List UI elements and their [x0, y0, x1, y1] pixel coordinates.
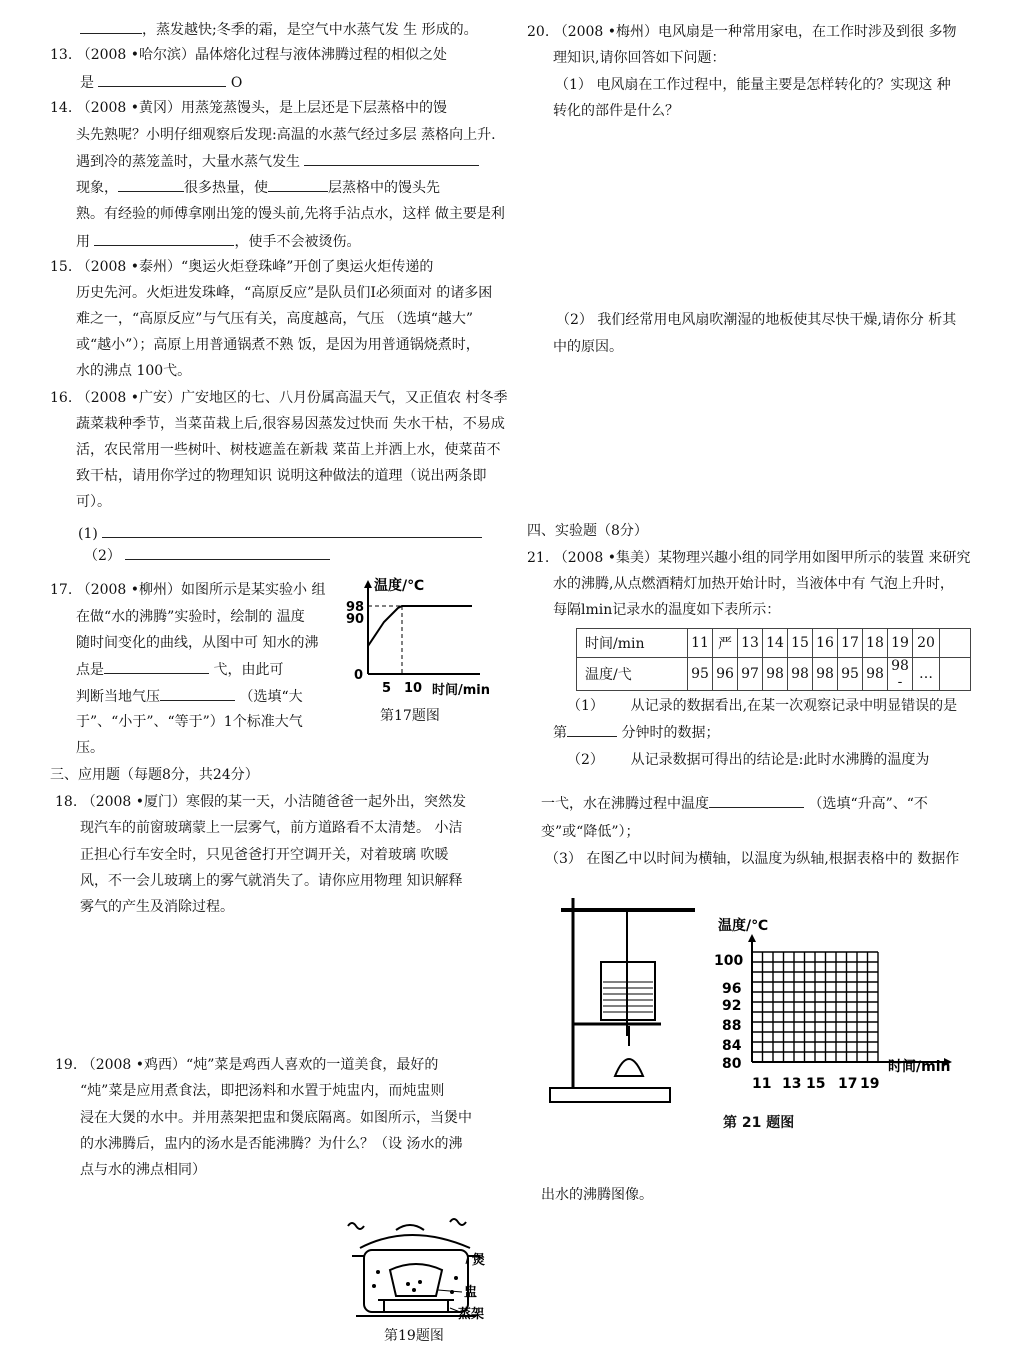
inner-bowl: [390, 1264, 442, 1296]
xtick-13: 13: [782, 1076, 802, 1092]
text: （1）: [567, 698, 604, 714]
q17-line7: 压。: [76, 740, 104, 756]
section3-heading: 三、应用题（每题8分，共24分）: [50, 767, 259, 783]
text: 现象，: [76, 180, 118, 196]
table-row: [577, 629, 971, 658]
temperature-record-table: [576, 628, 971, 691]
q13-line2: [80, 72, 242, 93]
text: 遇到冷的蒸笼盖时，大量水蒸气发生: [76, 154, 300, 170]
q16-line4: 致干枯，请用你学过的物理知识 说明这种做法的道理（说出两条即: [76, 468, 487, 484]
ytick-98: 98: [346, 600, 365, 615]
fig17-caption: 第17题图: [380, 708, 440, 724]
fig21-grid: [710, 912, 960, 1092]
xtick-17: 17: [838, 1076, 858, 1092]
q20-line2: 理知识,请你回答如下问题：: [553, 50, 726, 66]
answer-blank[interactable]: [94, 231, 234, 246]
text: 第: [553, 725, 567, 741]
alcohol-lamp: [615, 1059, 643, 1076]
xtick-11: 11: [752, 1076, 772, 1092]
grid-lines: [752, 940, 946, 1062]
q18-line4: 风，不一会儿玻璃上的雾气就消失了。请你应用物理 知识解释: [80, 873, 463, 889]
text: 点是: [76, 662, 104, 678]
label-pot: 煲: [472, 1253, 486, 1268]
q15-line3: 难之一，“高原反应”与气压有关，高度越高，气压 （选填“越大”: [76, 311, 474, 327]
text: （2）: [84, 548, 121, 564]
q16-answer1: [78, 523, 482, 544]
section4-heading: 四、实验题（8分）: [527, 523, 648, 539]
q16-line2: 蔬菜栽种季节，当菜苗栽上后,很容易因蒸发过快而 失水干枯，不易成: [76, 416, 505, 432]
answer-blank[interactable]: [98, 72, 226, 87]
y-axis-label: 温度/℃: [374, 578, 425, 594]
q19-line3: 浸在大煲的水中。并用蒸架把盅和煲底隔离。如图所示，当煲中: [80, 1110, 472, 1126]
table-cell: …: [913, 658, 940, 691]
y-arrow: [364, 580, 372, 588]
ytick-80: 80: [722, 1056, 742, 1072]
answer-blank[interactable]: [709, 793, 804, 808]
table-cell: [940, 658, 971, 691]
text: 弋，由此可: [213, 662, 284, 678]
ytick-96: 96: [722, 981, 742, 997]
q16-line5: 可）。: [76, 494, 111, 510]
q20-line5: （2） 我们经常用电风扇吹潮湿的地板使其尽快干燥,请你分 析其: [556, 312, 957, 328]
answer-blank[interactable]: [125, 545, 330, 560]
q16-line3: 活，农民常用一些树叶、树枝遮盖在新栽 菜苗上并洒上水，使菜苗不: [76, 442, 501, 458]
text: （2）: [567, 752, 604, 768]
q20-line3: （1） 电风扇在工作过程中，能量主要是怎样转化的？实现这 种: [555, 77, 951, 93]
ytick-90: 90: [346, 612, 365, 627]
q15-line1: 15. （2008 •泰州）“奥运火炬登珠峰”开创了奥运火炬传递的: [50, 259, 434, 275]
x-axis-label: 时间/min: [432, 683, 491, 698]
text: ，蒸发越快;冬季的霜，是空气中水蒸气发 生 形成的。: [142, 22, 478, 38]
label-bowl: 盅: [464, 1285, 478, 1300]
table-cell: 11: [688, 629, 713, 658]
table-cell: 97: [738, 658, 763, 691]
q13-line1: 13. （2008 •哈尔滨）晶体熔化过程与液体沸腾过程的相似之处: [50, 47, 448, 63]
fig21-apparatus: [545, 886, 705, 1108]
q20-line6: 中的原因。: [553, 339, 623, 355]
q15-line5: 水的沸点 100弋。: [76, 363, 192, 379]
text: 层蒸格中的馒头先: [328, 180, 440, 196]
text: 从记录的数据看出,在某一次观察记录中明显错误的是: [630, 698, 958, 714]
lid-handle: [396, 1225, 424, 1230]
text: 判断当地气压: [76, 689, 160, 705]
row-label-temp: 温度/弋: [577, 658, 688, 691]
table-row: [577, 658, 971, 691]
q21-sub2-line3: 变”或“降低”）；: [541, 824, 640, 840]
q21-sub1-line1: [567, 696, 957, 716]
xtick-19: 19: [860, 1076, 880, 1092]
q14-line1: 14. （2008 •黄冈）用蒸笼蒸馒头，是上层还是下层蒸格中的馒: [50, 100, 448, 116]
temperature-curve: [368, 606, 472, 646]
table-cell: 18: [863, 629, 888, 658]
table-cell: 15: [788, 629, 813, 658]
table-cell: 14: [763, 629, 788, 658]
answer-blank[interactable]: [104, 659, 209, 674]
fig17-graph: [340, 572, 500, 700]
text: 是: [80, 75, 94, 91]
q19-line4: 的水沸腾后，盅内的汤水是否能沸腾？为什么？（设 汤水的沸: [80, 1136, 463, 1152]
table-cell: 98: [863, 658, 888, 691]
table-cell: 96: [713, 658, 738, 691]
text: 从记录数据可得出的结论是:此时水沸腾的温度为: [630, 752, 930, 768]
q21-line1: 21. （2008 •集美）某物理兴趣小组的同学用如图甲所示的装置 来研究: [527, 550, 971, 566]
q21-line2: 水的沸腾,从点燃酒精灯加热开始计时，当液体中有 气泡上升时，: [553, 576, 954, 592]
q16-answer2: [84, 545, 330, 566]
text: O: [230, 75, 243, 91]
q14-line2: 头先熟呢？小明仔细观察后发现:高温的水蒸气经过多层 蒸格向上升.: [76, 127, 496, 143]
table-cell: 20: [913, 629, 940, 658]
table-cell: 95: [838, 658, 863, 691]
ytick-100: 100: [714, 953, 744, 969]
text: 一弋，水在沸腾过程中温度: [541, 796, 709, 812]
text: （选填“升高”、“不: [808, 796, 928, 812]
answer-blank[interactable]: [567, 722, 617, 737]
steam-right: [450, 1219, 466, 1225]
q21-sub2-line2: [541, 793, 928, 814]
ytick-84: 84: [722, 1038, 742, 1054]
q14-line4: [76, 177, 440, 198]
q20-line1: 20. （2008 •梅州）电风扇是一种常用家电，在工作时涉及到很 多物: [527, 24, 957, 40]
q15-line4: 或“越小”）；高原上用普通锅煮不熟 饭，是因为用普通锅烧煮时，: [76, 337, 480, 353]
answer-blank[interactable]: [80, 19, 142, 34]
text: (1): [78, 526, 98, 542]
q14-line5: 熟。有经验的师傅拿刚出笼的馒头前,先将手沾点水，这样 做主要是利: [76, 206, 505, 222]
table-cell: 98: [763, 658, 788, 691]
q19-line5: 点与水的沸点相同）: [80, 1162, 206, 1178]
xtick-0: 0: [354, 668, 364, 683]
q21-sub3-line1: （3） 在图乙中以时间为横轴，以温度为纵轴,根据表格中的 数据作: [545, 851, 960, 867]
x-axis-label: 时间/min: [888, 1059, 951, 1075]
table-cell: 17: [838, 629, 863, 658]
text: ，使手不会被烫伤。: [234, 234, 361, 250]
fig19-caption: 第19题图: [384, 1328, 444, 1344]
xtick-5: 5: [382, 681, 392, 696]
row-label-time: 时间/min: [577, 629, 688, 658]
lid: [360, 1235, 470, 1248]
table-cell: 13: [738, 629, 763, 658]
answer-blank[interactable]: [160, 686, 235, 701]
q17-line2: 在做“水的沸腾”实验时，绘制的 温度: [76, 609, 305, 625]
xtick-10: 10: [404, 681, 423, 696]
q21-line3: 每隔lmin记录水的温度如下表所示：: [553, 602, 781, 618]
q17-line1: 17. （2008 •柳州）如图所示是某实验小 组: [50, 582, 326, 598]
ytick-92: 92: [722, 998, 742, 1014]
table-cell: [940, 629, 971, 658]
answer-blank[interactable]: [268, 177, 328, 192]
table-cell: 98: [813, 658, 838, 691]
ytick-88: 88: [722, 1018, 742, 1034]
q17-line5: [76, 686, 303, 707]
answer-blank[interactable]: [118, 177, 184, 192]
q18-line3: 正担心行车安全时，只见爸爸打开空调开关，对着玻璃 吹暖: [80, 847, 449, 863]
answer-blank[interactable]: [304, 151, 479, 166]
q17-line3: 随时间变化的曲线，从图中可 知水的沸: [76, 635, 319, 651]
q14-line6: [76, 231, 360, 252]
q21-end-line: 出水的沸腾图像。: [541, 1187, 653, 1203]
table-cell: 95: [688, 658, 713, 691]
y-axis-label: 温度/℃: [718, 918, 769, 934]
steam-left: [348, 1223, 364, 1229]
table-cell: 98: [788, 658, 813, 691]
xtick-15: 15: [806, 1076, 826, 1092]
text: 分钟时的数据；: [621, 725, 720, 741]
label-pointer-bowl: [438, 1290, 462, 1292]
q16-line1: 16. （2008 •广安）广安地区的七、八月份属高温天气，又正值农 村冬季: [50, 390, 508, 406]
table-cell: 98 -: [888, 658, 913, 691]
pot-body: [364, 1250, 468, 1312]
fig19-pot-illustration: [338, 1212, 498, 1328]
table-cell: 16: [813, 629, 838, 658]
answer-blank[interactable]: [102, 523, 482, 538]
text: 用: [76, 234, 90, 250]
q15-line2: 历史先河。火炬进发珠峰，“高原反应”是队员们I必须面对 的诸多困: [76, 285, 493, 301]
q21-sub1-line2: [553, 722, 719, 743]
fig21-caption: 第 21 题图: [723, 1115, 795, 1131]
q14-line3: [76, 151, 479, 172]
q19-line2: “炖”菜是应用煮食法，即把汤料和水置于炖盅内，而炖盅则: [80, 1083, 445, 1099]
q19-line1: 19. （2008 •鸡西）“炖”菜是鸡西人喜欢的一道美食，最好的: [55, 1057, 439, 1073]
q21-sub2-line1: [567, 750, 929, 770]
table-cell: 严: [713, 629, 738, 658]
q18-line1: 18. （2008 •厦门）寒假的某一天，小洁随爸爸一起外出，突然发: [55, 794, 467, 810]
q20-line4: 转化的部件是什么？: [553, 103, 679, 119]
text: （选填“大: [239, 689, 303, 705]
q18-line2: 现汽车的前窗玻璃蒙上一层雾气，前方道路看不太清楚。 小洁: [80, 820, 463, 836]
q18-line5: 雾气的产生及消除过程。: [80, 899, 234, 915]
q17-line4: [76, 659, 283, 680]
line-top: [80, 19, 478, 40]
label-rack: 蒸架: [458, 1307, 485, 1322]
q17-line6: 于”、“小于”、“等于”）1个标准大气: [76, 714, 303, 730]
table-cell: 19: [888, 629, 913, 658]
stand-base: [550, 1088, 670, 1102]
text: 很多热量，使: [184, 180, 268, 196]
